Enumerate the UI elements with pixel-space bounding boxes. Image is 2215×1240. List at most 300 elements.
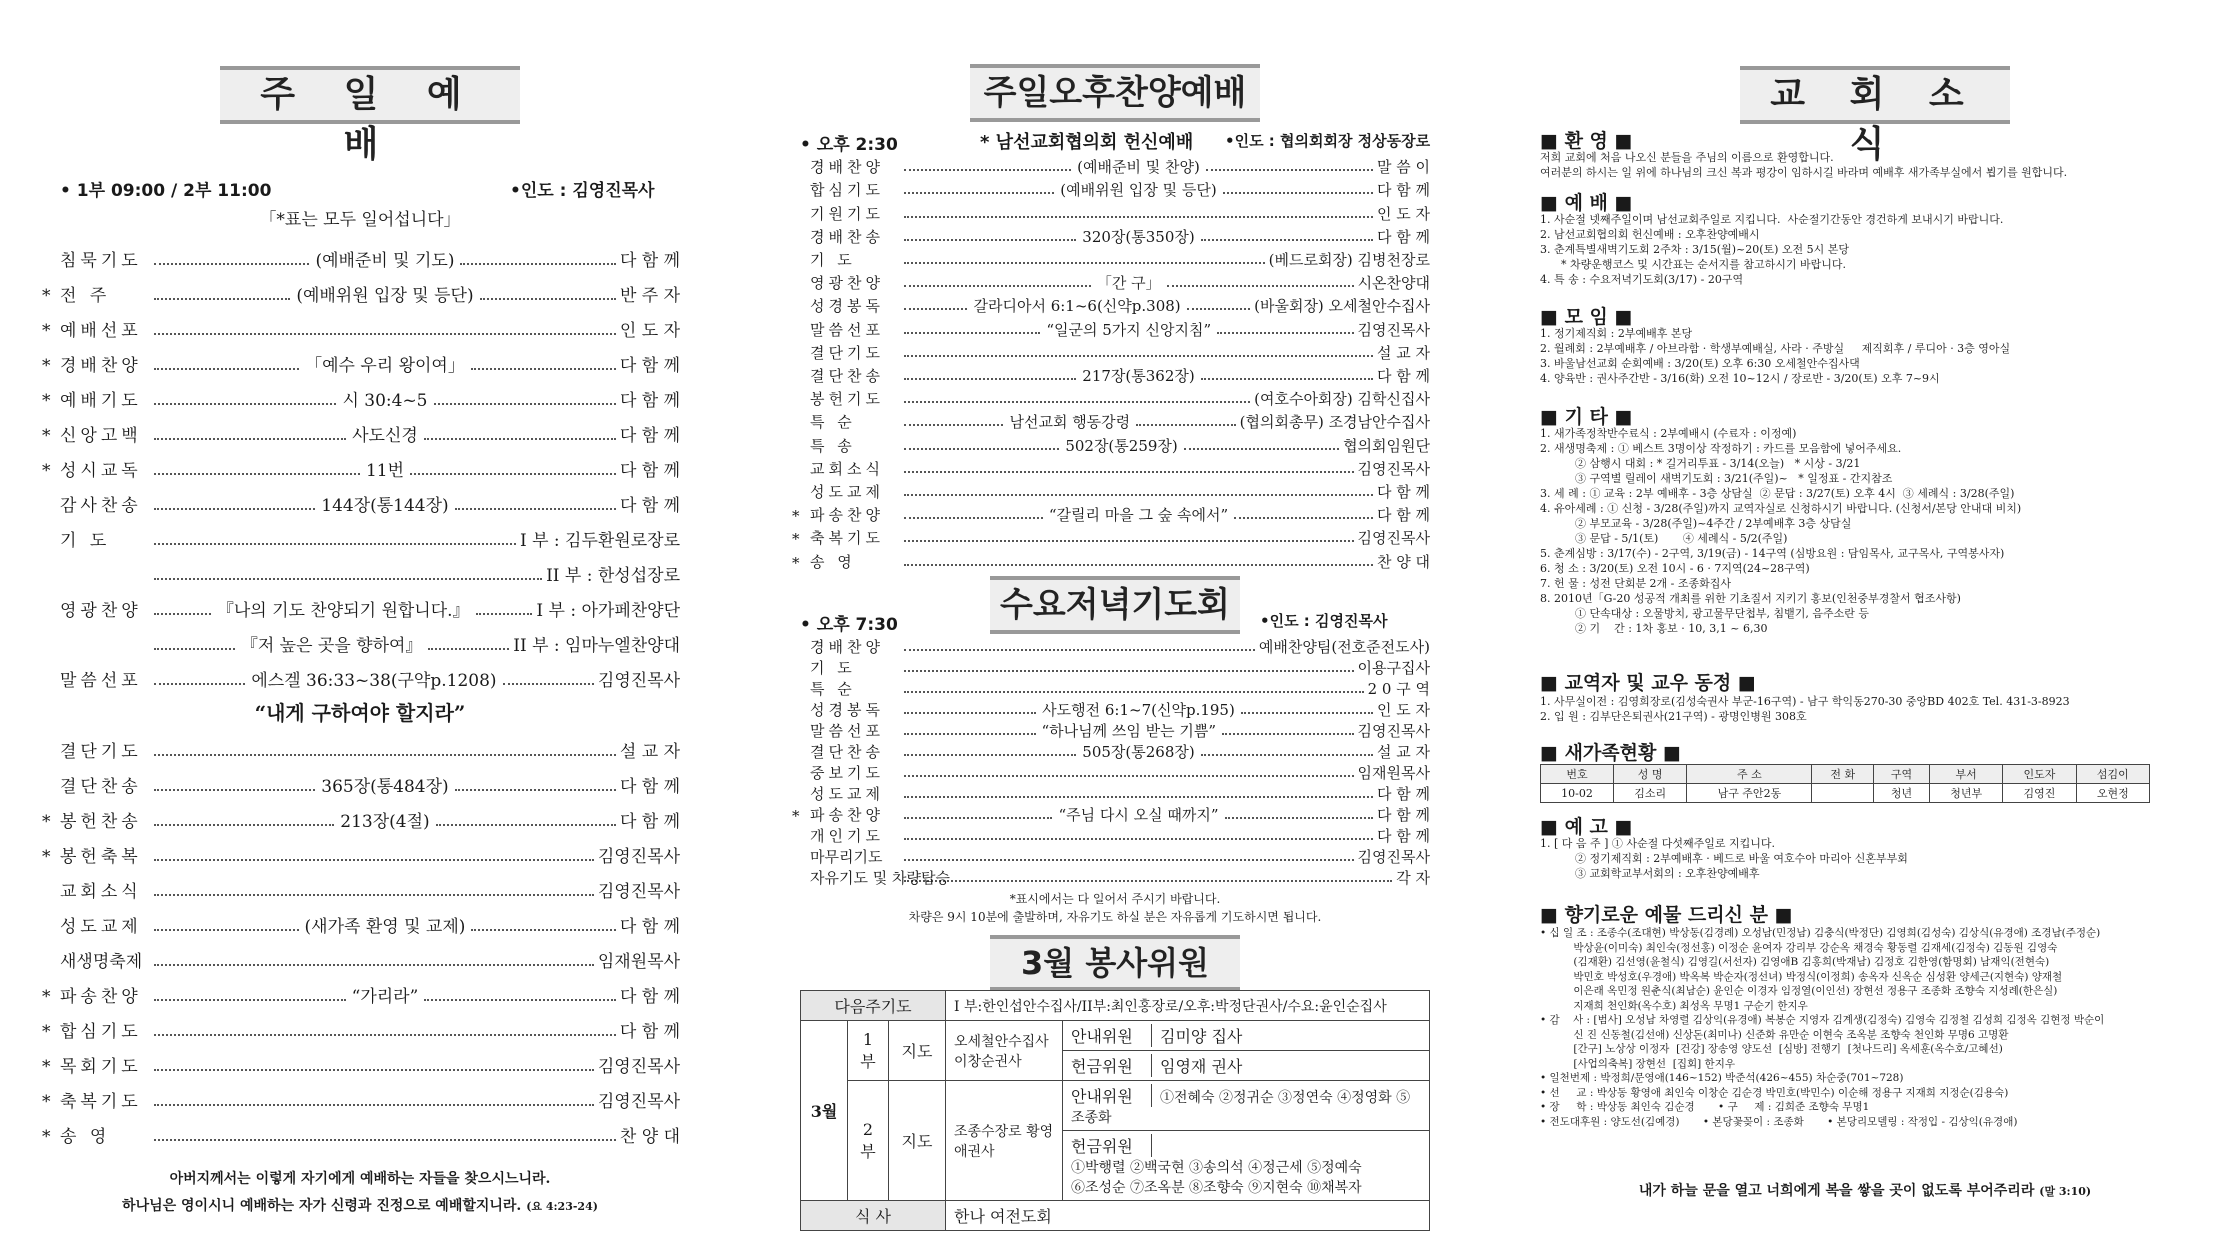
wednesday-note-1: *표시에서는 다 일어서 주시기 바랍니다. bbox=[1009, 892, 1221, 906]
order-row bbox=[810, 340, 1430, 363]
order-person: 김영진목사 bbox=[597, 1057, 680, 1077]
order-detail: 시 30:4~5 bbox=[342, 391, 428, 411]
dot-leader bbox=[154, 754, 616, 756]
order-label: 특 순 bbox=[810, 680, 856, 698]
staff-news-heading: ■ 교역자 및 교우 동정 ■ bbox=[1540, 672, 1756, 694]
dot-leader bbox=[1201, 239, 1373, 241]
order-person: 다 함 께 bbox=[619, 777, 681, 797]
order-label: 성경봉독 bbox=[810, 701, 884, 719]
dot-leader bbox=[1201, 378, 1373, 380]
order-person: 설 교 자 bbox=[1377, 743, 1431, 761]
dot-leader bbox=[1136, 424, 1235, 426]
part1-guide-row: 안내위원 김미양 집사 bbox=[1063, 1021, 1430, 1051]
order-label: 특 송 bbox=[810, 436, 856, 455]
new-family-table bbox=[1540, 764, 2150, 803]
standing-mark: * bbox=[42, 987, 51, 1007]
notice-heading: ■ 예 고 ■ bbox=[1540, 816, 1633, 838]
part1-offer-row: 헌금위원 임영재 권사 bbox=[1063, 1051, 1430, 1081]
order-label: 개인기도 bbox=[810, 827, 884, 845]
order-row bbox=[810, 293, 1430, 316]
order-detail: “가리라” bbox=[351, 987, 419, 1007]
standing-mark: * bbox=[42, 321, 51, 341]
dot-leader bbox=[154, 929, 299, 931]
order-label: 결단찬송 bbox=[810, 366, 884, 385]
order-person: 다 함 께 bbox=[619, 812, 681, 832]
order-row bbox=[60, 902, 680, 937]
order-row bbox=[810, 741, 1430, 762]
worship-text: 1. 사순절 넷째주일이며 남선교회주일로 지킵니다. 사순절기간동안 경건하게 보내시기 바랍니다. 2. 남선교회협의회 헌신예배 : 오후찬양예배시 3. 춘계특별새벽기도회 2주차 : 3/15(월)~20(토) 오전 5시 본당 * 차량운행코스 및 시간표는 순서지를 참고하시기 바랍니다. 4. 특 송 : 수요저녁기도회(3/17) - 20구역 bbox=[1540, 213, 2004, 286]
order-person: 설 교 자 bbox=[1376, 343, 1430, 362]
order-label: 파송찬양 bbox=[60, 987, 142, 1007]
dot-leader bbox=[154, 1139, 616, 1141]
dot-leader bbox=[904, 424, 1003, 426]
dot-leader bbox=[410, 473, 616, 475]
dot-leader bbox=[154, 1069, 594, 1071]
order-detail: “주님 다시 오실 때까지” bbox=[1058, 806, 1219, 824]
order-row bbox=[810, 270, 1430, 293]
order-person: 다 함 께 bbox=[619, 496, 681, 516]
dot-leader bbox=[904, 880, 1392, 882]
order-row bbox=[792, 525, 1430, 549]
order-label: 기 도 bbox=[810, 659, 856, 677]
dot-leader bbox=[904, 494, 1373, 496]
order-label: 침묵기도 bbox=[60, 251, 142, 271]
order-label: 말씀선포 bbox=[810, 320, 884, 339]
order-row bbox=[792, 502, 1431, 526]
order-detail: (예배준비 및 찬양) bbox=[1077, 158, 1200, 177]
dot-leader bbox=[904, 754, 1076, 756]
order-label: 성도교제 bbox=[810, 785, 884, 803]
dot-leader bbox=[154, 1104, 594, 1106]
dot-leader bbox=[904, 332, 1040, 334]
order-person: 다 함 께 bbox=[1376, 785, 1430, 803]
family-col-header: 번호 bbox=[1541, 765, 1614, 784]
order-person: 다 함 께 bbox=[1377, 806, 1431, 824]
meal-value: 한나 여전도회 bbox=[946, 1201, 1430, 1231]
order-detail: 『저 높은 곳을 향하여』 bbox=[240, 636, 423, 656]
dot-leader bbox=[1187, 308, 1250, 310]
order-person: 인 도 자 bbox=[1376, 701, 1430, 719]
order-row bbox=[60, 867, 680, 902]
family-col-header: 섬김이 bbox=[2076, 765, 2149, 784]
dot-leader bbox=[904, 817, 1052, 819]
order-label: 경배찬양 bbox=[60, 356, 142, 376]
afternoon-leader: •인도 : 협의회회장 정상동장로 bbox=[1225, 132, 1431, 150]
order-person: 다 함 께 bbox=[619, 356, 680, 376]
dot-leader bbox=[503, 683, 594, 685]
dot-leader bbox=[154, 263, 309, 265]
order-label: 파송찬양 bbox=[810, 806, 884, 824]
afternoon-service-title: 주일오후찬양예배 bbox=[970, 64, 1260, 122]
dot-leader bbox=[154, 473, 360, 475]
order-row bbox=[42, 306, 680, 341]
family-cell: 청년 bbox=[1874, 784, 1930, 803]
order-row bbox=[810, 409, 1430, 432]
standing-mark: * bbox=[42, 356, 51, 376]
church-news-column bbox=[1540, 0, 2190, 1240]
order-person: 임재원목사 bbox=[597, 952, 680, 972]
order-row bbox=[810, 846, 1430, 867]
dot-leader bbox=[1225, 817, 1373, 819]
order-person: 다 함 께 bbox=[619, 1022, 680, 1042]
order-person: II 부 : 한성섭장로 bbox=[546, 566, 680, 586]
dot-leader bbox=[154, 543, 516, 545]
order-person: 이용구집사 bbox=[1357, 659, 1430, 677]
order-row bbox=[60, 481, 680, 516]
order-label: 축복기도 bbox=[810, 529, 884, 548]
order-row bbox=[42, 832, 680, 867]
order-label: 영광찬양 bbox=[60, 601, 142, 621]
dot-leader bbox=[904, 517, 1043, 519]
dot-leader bbox=[154, 964, 594, 966]
order-row bbox=[60, 762, 680, 797]
standing-mark: * bbox=[42, 847, 51, 867]
new-family-heading: ■ 새가족현황 ■ bbox=[1540, 742, 1681, 764]
family-cell: 청년부 bbox=[1930, 784, 2003, 803]
order-row bbox=[42, 271, 681, 306]
order-person: 김영진목사 bbox=[597, 882, 680, 902]
order-label: 기 도 bbox=[810, 250, 856, 269]
order-label: 파송찬양 bbox=[810, 506, 884, 525]
service-time: • 1부 09:00 / 2부 11:00 bbox=[60, 181, 272, 201]
family-cell bbox=[1812, 784, 1874, 803]
family-col-header: 전 화 bbox=[1812, 765, 1874, 784]
order-label: 결단기도 bbox=[810, 343, 884, 362]
order-row bbox=[792, 548, 1430, 572]
standing-mark: * bbox=[42, 391, 51, 411]
order-row bbox=[810, 699, 1430, 720]
order-label: 자유기도 및 차량탑승 bbox=[810, 869, 950, 887]
order-label: 경배찬양 bbox=[810, 158, 884, 177]
order-detail: 『나의 기도 찬양되기 원합니다.』 bbox=[216, 601, 470, 621]
order-label: 전 주 bbox=[60, 286, 111, 306]
standing-mark: * bbox=[792, 807, 800, 825]
dot-leader bbox=[154, 999, 346, 1001]
order-person: 김영진목사 bbox=[1357, 459, 1430, 478]
dot-leader bbox=[424, 438, 616, 440]
order-detail: 남선교회 행동강령 bbox=[1009, 413, 1131, 432]
standing-mark: * bbox=[792, 553, 800, 572]
church-news-title: 교 회 소 식 bbox=[1740, 66, 2010, 124]
order-label: 합심기도 bbox=[810, 181, 884, 200]
order-detail: “일군의 5가지 신앙지침” bbox=[1046, 320, 1212, 339]
dot-leader bbox=[154, 403, 336, 405]
dot-leader bbox=[904, 838, 1373, 840]
order-person: 설 교 자 bbox=[619, 742, 680, 762]
dot-leader bbox=[904, 262, 1265, 264]
afternoon-time: • 오후 2:30 bbox=[800, 135, 898, 155]
welcome-text: 저희 교회에 처음 나오신 분들을 주님의 이름으로 환영합니다. 여러분의 하시는 일 위에 하나님의 크신 복과 평강이 임하시길 바라며 예배후 새가족부실에서 뵙기를 원합니다. bbox=[1540, 151, 2068, 179]
family-col-header: 성 명 bbox=[1614, 765, 1687, 784]
order-row bbox=[42, 411, 680, 446]
order-row bbox=[42, 1077, 680, 1112]
order-row bbox=[60, 621, 680, 656]
order-row bbox=[810, 762, 1430, 783]
part2-cell: 2부 bbox=[848, 1081, 889, 1201]
order-label: 성도교제 bbox=[60, 917, 142, 937]
order-person: 김영진목사 bbox=[1357, 722, 1430, 740]
service-leader: •인도 : 김영진목사 bbox=[510, 181, 655, 201]
standing-mark: * bbox=[42, 1127, 51, 1147]
order-person: 김영진목사 bbox=[597, 671, 681, 691]
order-label: 봉헌축복 bbox=[60, 847, 142, 867]
dot-leader bbox=[1201, 754, 1373, 756]
dot-leader bbox=[904, 355, 1373, 357]
order-person: 인 도 자 bbox=[619, 321, 680, 341]
order-detail: “하나님께 쓰임 받는 기쁨” bbox=[1041, 722, 1217, 740]
order-person: I 부 : 아가페찬양단 bbox=[536, 601, 681, 621]
order-detail: 213장(4절) bbox=[340, 812, 430, 832]
dot-leader bbox=[154, 368, 299, 370]
order-person: 김영진목사 bbox=[597, 1092, 680, 1112]
order-person: 협의회임원단 bbox=[1343, 436, 1431, 455]
order-row bbox=[810, 720, 1430, 741]
wednesday-time: • 오후 7:30 bbox=[800, 615, 898, 635]
worship-heading: ■ 예 배 ■ bbox=[1540, 192, 1633, 214]
dot-leader bbox=[424, 999, 616, 1001]
next-prayer-label: 다음주기도 bbox=[801, 991, 946, 1021]
order-person: (협의회총무) 조경남안수집사 bbox=[1239, 413, 1430, 432]
order-detail: 502장(통259장) bbox=[1065, 436, 1178, 455]
offering-verse: 내가 하늘 문을 열고 너희에게 복을 쌓을 곳이 없도록 부어주리라 (말 3:10) bbox=[1638, 1183, 2092, 1199]
order-row bbox=[60, 727, 680, 762]
order-label: 새생명축제 bbox=[60, 952, 143, 972]
dot-leader bbox=[471, 929, 616, 931]
dot-leader bbox=[904, 216, 1373, 218]
order-row bbox=[810, 783, 1430, 804]
order-detail: 320장(통350장) bbox=[1082, 227, 1195, 246]
order-label: 경배찬송 bbox=[810, 227, 884, 246]
new-family-table-wrap bbox=[1540, 764, 2150, 803]
dot-leader bbox=[154, 333, 616, 335]
dot-leader bbox=[904, 649, 1255, 651]
meetings-text: 1. 정기제직회 : 2부예배후 본당 2. 월례회 : 2부예배후 / 아브라함 · 학생부예배실, 사라 · 주방실 제직회후 / 루디아 · 3층 영아실 3. 바울남선교회 순회예배 : 3/20(토) 오후 6:30 오세철안수집사댁 4. 양육반 : 권사주간반 - 3/16(화) 오전 10~12시 / 장로반 - 3/20(토) 오후 7~9시 bbox=[1540, 327, 2011, 385]
order-label: 목회기도 bbox=[60, 1057, 142, 1077]
month-cell: 3월 bbox=[801, 1021, 848, 1201]
order-person: 찬 양 대 bbox=[619, 1127, 680, 1147]
order-row bbox=[810, 657, 1430, 678]
dot-leader bbox=[480, 298, 616, 300]
order-detail: 505장(통268장) bbox=[1082, 743, 1195, 761]
dot-leader bbox=[476, 613, 533, 615]
order-row bbox=[810, 479, 1430, 502]
order-detail: 사도행전 6:1~7(신약p.195) bbox=[1042, 701, 1235, 719]
dot-leader bbox=[904, 564, 1373, 566]
dot-leader bbox=[904, 308, 967, 310]
order-person: 다 함 께 bbox=[1376, 827, 1430, 845]
family-col-header: 인도자 bbox=[2003, 765, 2076, 784]
order-label: 경배찬양 bbox=[810, 638, 884, 656]
order-row bbox=[42, 797, 681, 832]
order-row bbox=[60, 516, 680, 551]
standing-mark: * bbox=[42, 286, 51, 306]
dot-leader bbox=[1223, 192, 1373, 194]
order-row bbox=[60, 937, 680, 972]
family-col-header: 부서 bbox=[1930, 765, 2003, 784]
next-prayer-value: I 부:한인섭안수집사/II부:최인홍장로/오후:박정단권사/수요:윤인순집사 bbox=[946, 991, 1430, 1021]
dot-leader bbox=[1217, 332, 1353, 334]
order-label: 말씀선포 bbox=[810, 722, 884, 740]
closing-verse-1: 아버지께서는 이렇게 자기에게 예배하는 자들을 찾으시느니라. bbox=[169, 1171, 551, 1187]
dot-leader bbox=[154, 613, 211, 615]
order-label: 결단찬송 bbox=[60, 777, 142, 797]
dot-leader bbox=[1167, 285, 1354, 287]
order-person: 다 함 께 bbox=[1377, 366, 1431, 385]
standing-mark: * bbox=[42, 461, 51, 481]
order-row bbox=[810, 154, 1430, 177]
part2-jido-label: 지도 bbox=[889, 1081, 946, 1201]
family-col-header: 구역 bbox=[1874, 765, 1930, 784]
dot-leader bbox=[471, 368, 616, 370]
dot-leader bbox=[154, 824, 334, 826]
family-cell: 오현정 bbox=[2076, 784, 2149, 803]
order-row bbox=[42, 1112, 680, 1147]
order-person: 반 주 자 bbox=[619, 286, 681, 306]
dot-leader bbox=[904, 712, 1036, 714]
order-detail: 「예수 우리 왕이여」 bbox=[305, 356, 465, 376]
order-label: 영광찬양 bbox=[810, 274, 884, 293]
dot-leader bbox=[904, 691, 1364, 693]
closing-verse-2: 하나님은 영이시니 예배하는 자가 신령과 진정으로 예배할지니라. (요 4:23-24) bbox=[122, 1198, 598, 1214]
dot-leader bbox=[154, 648, 235, 650]
dot-leader bbox=[1241, 712, 1373, 714]
order-label: 기 도 bbox=[60, 531, 111, 551]
dot-leader bbox=[904, 670, 1354, 672]
order-detail: (새가족 환영 및 교제) bbox=[304, 917, 466, 937]
order-person: (여호수아회장) 김학신집사 bbox=[1254, 390, 1430, 409]
dot-leader bbox=[904, 733, 1036, 735]
order-person: 다 함 께 bbox=[619, 426, 680, 446]
order-person: 다 함 께 bbox=[1377, 227, 1431, 246]
order-label: 교회소식 bbox=[810, 459, 884, 478]
order-label: 봉헌찬송 bbox=[60, 812, 142, 832]
order-label: 송 영 bbox=[810, 552, 856, 571]
order-label: 성경봉독 bbox=[810, 297, 884, 316]
order-label: 성시교독 bbox=[60, 461, 142, 481]
order-row bbox=[810, 177, 1430, 200]
family-cell: 남구 주안2동 bbox=[1687, 784, 1812, 803]
order-row bbox=[810, 456, 1430, 479]
order-label: 말씀선포 bbox=[60, 671, 142, 691]
order-person: 2 0 구 역 bbox=[1367, 680, 1430, 698]
standing-mark: * bbox=[42, 426, 51, 446]
order-detail: (예배위원 입장 및 등단) bbox=[1060, 181, 1217, 200]
order-row bbox=[60, 236, 680, 271]
afternoon-subtitle: * 남선교회협의회 헌신예배 bbox=[980, 132, 1194, 153]
part1-leaders: 오세철안수집사 이창순권사 bbox=[946, 1021, 1063, 1081]
order-row bbox=[42, 972, 681, 1007]
order-person: I 부 : 김두환원로장로 bbox=[519, 531, 680, 551]
order-label: 성도교제 bbox=[810, 482, 884, 501]
dot-leader bbox=[154, 894, 594, 896]
order-label: 교회소식 bbox=[60, 882, 142, 902]
offerings-heading: ■ 향기로운 예물 드리신 분 ■ bbox=[1540, 904, 1793, 926]
order-label: 신앙고백 bbox=[60, 426, 142, 446]
dot-leader bbox=[1184, 448, 1339, 450]
order-row bbox=[60, 656, 680, 691]
dot-leader bbox=[904, 796, 1373, 798]
order-row bbox=[810, 200, 1430, 223]
order-person: 임재원목사 bbox=[1357, 764, 1430, 782]
order-row bbox=[810, 636, 1430, 657]
order-label: 예배기도 bbox=[60, 391, 142, 411]
dot-leader bbox=[904, 192, 1054, 194]
order-row bbox=[42, 376, 681, 411]
etc-text: 1. 새가족정착반수료식 : 2부예배시 (수료자 : 이정예) 2. 새생명축제 : ① 베스트 3명이상 작정하기 : 카드를 모음함에 넣어주세요. ② 삼행시 대회 : * 길거리투표 - 3/14(오늘) * 시상 - 3/21 ③ 구역별 릴레이 새벽기도회 : 3/21(주일)~ * 일정표 - 간지참조 3. 세 례 : ① 교육 : 2부 예배후 - 3층 상담실 ② 문답 : 3/27(토) 오후 4시 ③ 세례식 : 3/28(주일) 4. 유아세례 : ① 신청 - 3/28(주일)까지 교역자실로 신청하시기 바랍니다. (신청서/본당 안내대 비치) ② 부모교육 - 3/28(주일)~4주간 / 2부예배후 3층 상담실 ③ 문답 - 5/1(토) ④ 세례식 - 5/2(주일) 5. 춘계심방 : 3/17(수) - 2구역, 3/19(금) - 14구역 (심방요원 : 담임목사, 교구목사, 구역봉사자) 6. 청 소 : 3/20(토) 오전 10시 - 6 · 7지역(24~28구역) 7. 헌 물 : 성전 단회분 2개 - 조종화집사 8. 2010년「G-20 성공적 개최를 위한 기초질서 지키기 홍보(인천중부경찰서 협조사항) ① 단속대상 : 오물방치, 광고물무단첩부, 침뱉기, 음주소란 등 ② 기 간 : 1차 홍보 · 10, 3,1 ~ 6,30 bbox=[1540, 427, 2022, 635]
order-row bbox=[42, 341, 680, 376]
order-label: 송 영 bbox=[60, 1127, 111, 1147]
family-cell: 10-02 bbox=[1541, 784, 1614, 803]
standing-mark: * bbox=[42, 1092, 51, 1112]
order-row bbox=[810, 432, 1430, 455]
order-label: 중보기도 bbox=[810, 764, 884, 782]
dot-leader bbox=[434, 403, 616, 405]
order-person: 김영진목사 bbox=[1357, 848, 1430, 866]
order-detail: 에스겔 36:33~38(구약p.1208) bbox=[251, 671, 497, 691]
order-person: 다 함 께 bbox=[619, 391, 681, 411]
order-person: 시온찬양대 bbox=[1357, 274, 1431, 293]
order-label: 특 순 bbox=[810, 413, 856, 432]
order-label: 축복기도 bbox=[60, 1092, 142, 1112]
order-row bbox=[42, 446, 681, 481]
staff-news-text: 1. 사무실이전 : 김영희장로(김성숙권사 부군-16구역) - 남구 학익동270-30 중앙BD 402호 Tel. 431-3-8923 2. 입 원 : 김부단은퇴권사(21구역) - 광명인병원 308호 bbox=[1540, 695, 2070, 723]
order-person: 김영진목사 bbox=[1357, 529, 1430, 548]
family-cell: 김영진 bbox=[2003, 784, 2076, 803]
order-detail: (예배위원 입장 및 등단) bbox=[296, 286, 474, 306]
order-person: 김영진목사 bbox=[1357, 320, 1430, 339]
order-row bbox=[42, 1042, 680, 1077]
order-person: 각 자 bbox=[1396, 869, 1430, 887]
order-row bbox=[810, 386, 1430, 409]
sunday-service-title: 주 일 예 배 bbox=[220, 66, 520, 124]
order-detail: (예배준비 및 기도) bbox=[315, 251, 455, 271]
standing-mark: * bbox=[42, 1057, 51, 1077]
family-cell: 김소리 bbox=[1614, 784, 1687, 803]
order-label: 봉헌기도 bbox=[810, 390, 884, 409]
standing-mark: * bbox=[42, 1022, 51, 1042]
dot-leader bbox=[904, 775, 1354, 777]
dot-leader bbox=[154, 789, 315, 791]
order-label: 마무리기도 bbox=[810, 848, 883, 866]
wednesday-leader: •인도 : 김영진목사 bbox=[1260, 612, 1388, 630]
order-label: 감사찬송 bbox=[60, 496, 142, 516]
dot-leader bbox=[904, 471, 1354, 473]
dot-leader bbox=[154, 438, 346, 440]
order-row bbox=[792, 804, 1431, 825]
dot-leader bbox=[904, 540, 1354, 542]
part1-jido-label: 지도 bbox=[889, 1021, 946, 1081]
dot-leader bbox=[455, 508, 616, 510]
dot-leader bbox=[904, 859, 1354, 861]
order-detail: 사도신경 bbox=[352, 426, 418, 446]
order-detail: 217장(통362장) bbox=[1082, 366, 1195, 385]
standing-mark: * bbox=[792, 507, 800, 526]
dot-leader bbox=[428, 648, 509, 650]
dot-leader bbox=[904, 169, 1071, 171]
afternoon-service-column bbox=[790, 0, 1440, 1240]
volunteers-table bbox=[800, 990, 1430, 1231]
order-detail: 365장(통484장) bbox=[321, 777, 449, 797]
order-label: 예배선포 bbox=[60, 321, 142, 341]
order-label: 합심기도 bbox=[60, 1022, 142, 1042]
part2-offer-row: 헌금위원①박행렬 ②백국현 ③송의석 ④정근세 ⑤정예숙 ⑥조성순 ⑦조옥분 ⑧조향숙 ⑨지현숙 ⑩채복자 bbox=[1063, 1131, 1430, 1201]
order-row bbox=[60, 586, 680, 621]
wednesday-note-2: 차량은 9시 10분에 출발하며, 자유기도 하실 분은 자유롭게 기도하시면 됩니다. bbox=[908, 910, 1322, 924]
dot-leader bbox=[1222, 733, 1354, 735]
order-person: 다 함 께 bbox=[619, 987, 681, 1007]
order-person: (바울회장) 오세철안수집사 bbox=[1254, 297, 1430, 316]
dot-leader bbox=[904, 378, 1076, 380]
